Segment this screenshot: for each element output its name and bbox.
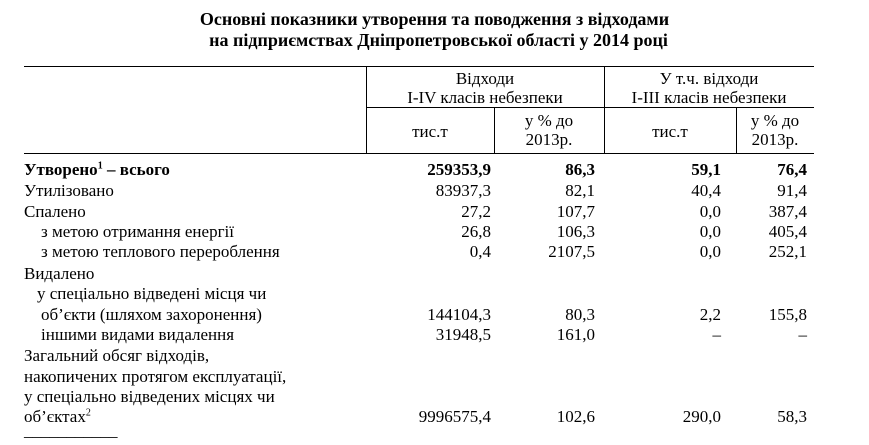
row-label: з метою теплового перероблення (41, 242, 280, 261)
cell-pct: 107,7 (556, 202, 595, 221)
row-label: у спеціально відведених місцях чи (24, 387, 275, 406)
table-row-special-line-1 (0, 283, 869, 304)
cell-tonnes: 0,4 (469, 242, 491, 261)
header-group-1-line-2: I-IV класів небезпеки (407, 88, 563, 107)
table-row-energy (0, 221, 869, 242)
header-pct-2-line-1: у % до (750, 111, 800, 130)
header-mid-rule (366, 107, 814, 108)
cell-tonnes: 26,8 (461, 222, 491, 241)
cell-hazard-pct: 58,3 (777, 407, 807, 426)
row-label: Загальний обсяг відходів, (24, 346, 210, 365)
cell-hazard-pct: 76,4 (777, 160, 807, 179)
cell-pct: 2107,5 (548, 242, 595, 261)
table-row-removed (0, 263, 869, 284)
footnote-rule: ___________ (24, 421, 118, 440)
header-group-2 (604, 69, 814, 107)
table-row-special (0, 304, 869, 325)
cell-hazard-pct: 155,8 (768, 305, 807, 324)
table-row-total-line-1 (0, 345, 869, 366)
header-bottom-rule (24, 153, 814, 154)
row-label: Утилізовано (24, 181, 114, 200)
cell-hazard-pct: 387,4 (768, 202, 807, 221)
table-row-burned (0, 201, 869, 222)
cell-pct: 86,3 (565, 160, 595, 179)
table-row-thermal (0, 241, 869, 262)
row-label: об’єктах$^2$ (24, 407, 91, 426)
header-pct-2-line-2: 2013р. (751, 130, 799, 149)
cell-hazard-tonnes: 290,0 (682, 407, 721, 426)
cell-pct: 106,3 (556, 222, 595, 241)
cell-tonnes: 31948,5 (435, 325, 491, 344)
title-line-1: Основні показники утворення та поводження з відходами (199, 9, 670, 29)
cell-pct: 102,6 (556, 407, 595, 426)
table-row-other (0, 324, 869, 345)
cell-hazard-pct: – (798, 325, 807, 344)
row-label: накопичених протягом експлуатації, (24, 367, 287, 386)
cell-tonnes: 259353,9 (427, 160, 491, 179)
cell-hazard-tonnes: 2,2 (699, 305, 721, 324)
header-group-2-line-2: I-III класів небезпеки (631, 88, 787, 107)
header-pct-1-line-2: 2013р. (525, 130, 573, 149)
row-label: Спалено (24, 202, 86, 221)
header-pct-2 (736, 111, 814, 149)
table-row-generated (0, 159, 869, 180)
cell-hazard-pct: 252,1 (768, 242, 807, 261)
header-unit-1 (366, 122, 494, 141)
cell-hazard-tonnes: 0,0 (699, 202, 721, 221)
table-title (0, 9, 869, 51)
row-label: з метою отримання енергії (41, 222, 234, 241)
cell-hazard-tonnes: 40,4 (691, 181, 721, 200)
row-label: у спеціально відведені місця чи (37, 284, 267, 303)
cell-hazard-pct: 91,4 (777, 181, 807, 200)
table-row-utilized (0, 180, 869, 201)
cell-hazard-tonnes: 0,0 (699, 242, 721, 261)
header-group-1-line-1: Відходи (455, 69, 515, 88)
header-pct-1 (494, 111, 604, 149)
cell-tonnes: 83937,3 (435, 181, 491, 200)
row-label: об’єкти (шляхом захоронення) (41, 305, 262, 324)
cell-pct: 82,1 (565, 181, 595, 200)
cell-pct: 161,0 (556, 325, 595, 344)
cell-hazard-tonnes: 0,0 (699, 222, 721, 241)
row-label: іншими видами видалення (41, 325, 235, 344)
cell-tonnes: 27,2 (461, 202, 491, 221)
cell-tonnes: 9996575,4 (418, 407, 491, 426)
header-unit-2 (604, 122, 736, 141)
table-row-total-line-2 (0, 366, 869, 387)
header-unit-1-label: тис.т (412, 122, 448, 141)
cell-tonnes: 144104,3 (427, 305, 491, 324)
row-label: Утворено$^1$ – всього (24, 160, 170, 179)
cell-hazard-tonnes: – (712, 325, 721, 344)
header-unit-2-label: тис.т (652, 122, 688, 141)
cell-hazard-tonnes: 59,1 (691, 160, 721, 179)
title-line-2: на підприємствах Дніпропетровської області у 2014 році (209, 30, 668, 50)
cell-hazard-pct: 405,4 (768, 222, 807, 241)
table-row-total-line-3 (0, 386, 869, 407)
table-row-total (0, 406, 869, 427)
header-group-1 (366, 69, 604, 107)
cell-pct: 80,3 (565, 305, 595, 324)
header-pct-1-line-1: у % до (524, 111, 574, 130)
header-top-rule (24, 66, 814, 67)
row-label: Видалено (24, 264, 95, 283)
header-group-2-line-1: У т.ч. відходи (659, 69, 759, 88)
